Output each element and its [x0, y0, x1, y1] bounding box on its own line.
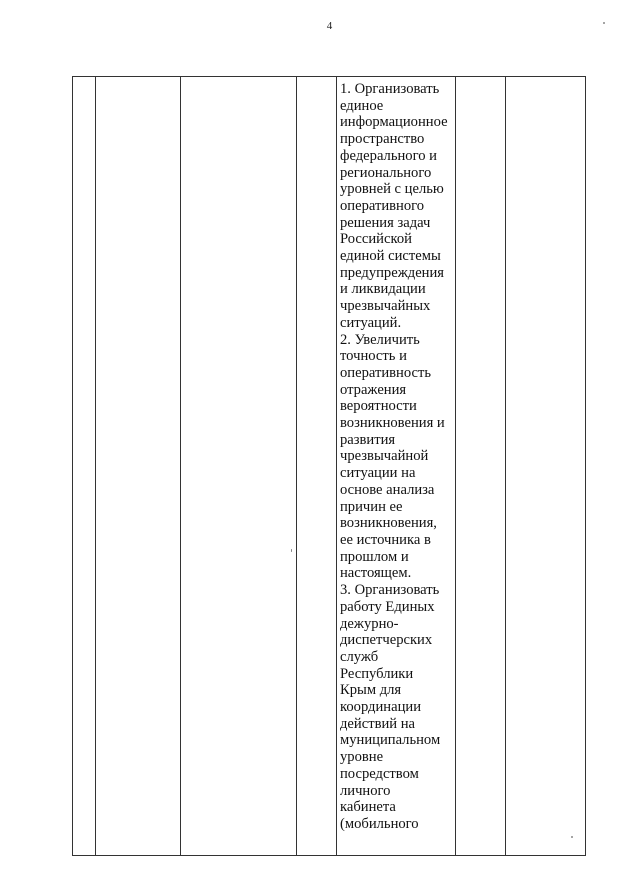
cell-line: решения задач — [340, 214, 431, 231]
cell-line: возникновения, — [340, 515, 437, 532]
cell-line: единой системы — [340, 248, 441, 265]
scan-speck — [603, 22, 605, 24]
cell-line: оперативность — [340, 364, 432, 381]
cell-line: оперативного — [340, 197, 425, 214]
cell-line: ее источника в — [340, 531, 431, 548]
cell-line: и ликвидации — [340, 281, 426, 298]
cell-line: Крым для — [340, 682, 402, 699]
cell-line: уровней с целью — [340, 181, 444, 198]
column-divider-6 — [505, 77, 506, 855]
cell-line: (мобильного — [340, 815, 419, 832]
cell-line: вероятности — [340, 398, 417, 415]
cell-line: муниципальном — [340, 732, 441, 749]
cell-line: регионального — [340, 164, 432, 181]
cell-line: Российской — [340, 231, 412, 248]
column-divider-3 — [296, 77, 297, 855]
scan-speck — [571, 836, 573, 838]
cell-line: личного — [340, 782, 391, 799]
cell-line: кабинета — [340, 799, 396, 816]
cell-line: уровне — [340, 749, 384, 766]
cell-line: дежурно- — [340, 615, 399, 632]
cell-line: чрезвычайной — [340, 448, 429, 465]
column-divider-4 — [336, 77, 337, 855]
cell-line: развития — [340, 431, 396, 448]
page-number: 4 — [326, 20, 333, 32]
cell-line: Республики — [340, 665, 414, 682]
cell-line: диспетчерских — [340, 632, 433, 649]
cell-line: единое — [340, 97, 384, 114]
data-table — [72, 76, 586, 856]
cell-line: служб — [340, 648, 379, 665]
cell-line: 2. Увеличить — [340, 331, 420, 348]
column-divider-2 — [180, 77, 181, 855]
column-divider-1 — [95, 77, 96, 855]
cell-line: федерального и — [340, 147, 437, 164]
cell-line: предупреждения — [340, 264, 445, 281]
cell-line: ситуации на — [340, 465, 416, 482]
scan-speck — [291, 549, 292, 552]
cell-line: координации — [340, 699, 421, 716]
table-cell-goals — [340, 81, 458, 833]
cell-line: ситуаций. — [340, 314, 402, 331]
cell-line: точность и — [340, 348, 407, 365]
cell-line: 1. Организовать — [340, 81, 440, 97]
cell-line: причин ее — [340, 498, 403, 515]
cell-line: информационное — [340, 114, 448, 131]
cell-line: отражения — [340, 381, 407, 398]
cell-line: посредством — [340, 765, 419, 782]
cell-line: работу Единых — [340, 598, 435, 615]
cell-line: действий на — [340, 715, 416, 732]
cell-line: настоящем. — [340, 565, 412, 582]
cell-line: основе анализа — [340, 481, 435, 498]
cell-line: 3. Организовать — [340, 582, 440, 599]
cell-line: возникновения и — [340, 415, 445, 432]
cell-line: чрезвычайных — [340, 298, 431, 315]
cell-line: пространство — [340, 131, 425, 148]
cell-line: прошлом и — [340, 548, 409, 565]
